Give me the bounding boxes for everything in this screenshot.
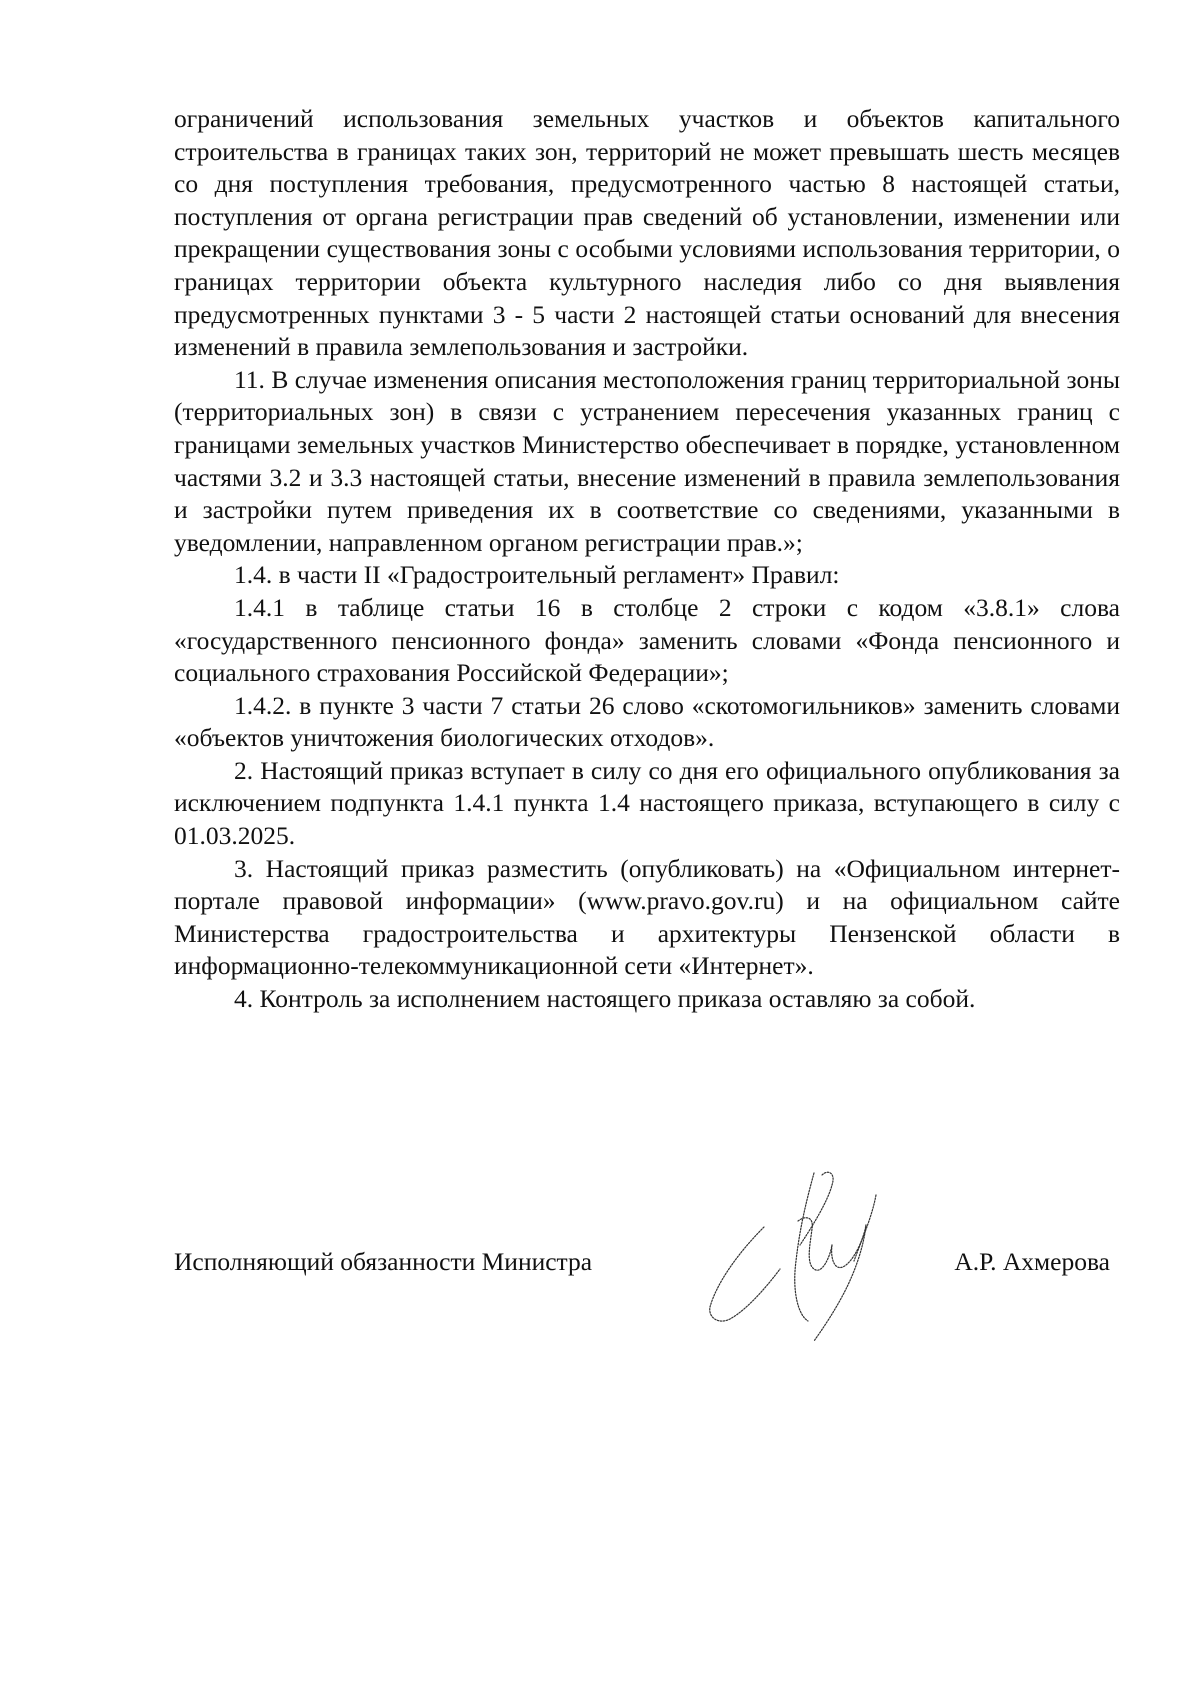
paragraph-continuation: ограничений использования земельных участков и объектов капитального строительства в границах таких зон, территорий не может превышать шесть месяцев со дня поступления требования, предусмотренного частью 8 настоящей статьи, поступления от органа регистрации прав сведений об установлении, изменении или прекращении существования зоны с особыми условиями использования территории, о границах территории объекта культурного наследия либо со дня выявления предусмотренных пунктами 3 - 5 части 2 настоящей статьи оснований для внесения изменений в правила землепользования и застройки. [174,104,1120,362]
paragraph-item-1-4-2: 1.4.2. в пункте 3 части 7 статьи 26 слово «скотомогильников» заменить словами «объектов уничтожения биологических отходов». [174,690,1120,753]
paragraph-item-4: 4. Контроль за исполнением настоящего приказа оставляю за собой. [234,984,976,1014]
signatory-position: Исполняющий обязанности Министра [174,1247,593,1276]
paragraph-item-2: 2. Настоящий приказ вступает в силу со дня его официального опубликования за исключением подпункта 1.4.1 пункта 1.4 настоящего приказа, вступающего в силу с 01.03.2025. [174,755,1120,851]
paragraph-item-11: 11. В случае изменения описания местоположения границ территориальной зоны (территориальных зон) в связи с устранением пересечения указанных границ с границами земельных участков Министерство обеспечивает в порядке, установленном частями 3.2 и 3.3 настоящей статьи, внесение изменений в правила землепользования и застройки путем приведения их в соответствие со сведениями, указанными в уведомлении, направленном органом регистрации прав.»; [174,364,1120,557]
document-body [174,103,1120,1016]
signature-block [174,1235,1120,1295]
signatory-name: А.Р. Ахмерова [954,1247,1110,1276]
paragraph-item-1-4: 1.4. в части II «Градостроительный регламент» Правил: [234,560,840,590]
paragraph-item-3: 3. Настоящий приказ разместить (опубликовать) на «Официальном интернет-портале правовой информации» (www.pravo.gov.ru) и на официальном сайте Министерства градостроительства и архитектуры Пензенской области в информационно-телекоммуникационной сети «Интернет». [174,853,1120,981]
paragraph-item-1-4-1: 1.4.1 в таблице статьи 16 в столбце 2 строки с кодом «3.8.1» слова «государственного пенсионного фонда» заменить словами «Фонда пенсионного и социального страхования Российской Федерации»; [174,592,1120,688]
handwritten-signature [696,1165,906,1345]
